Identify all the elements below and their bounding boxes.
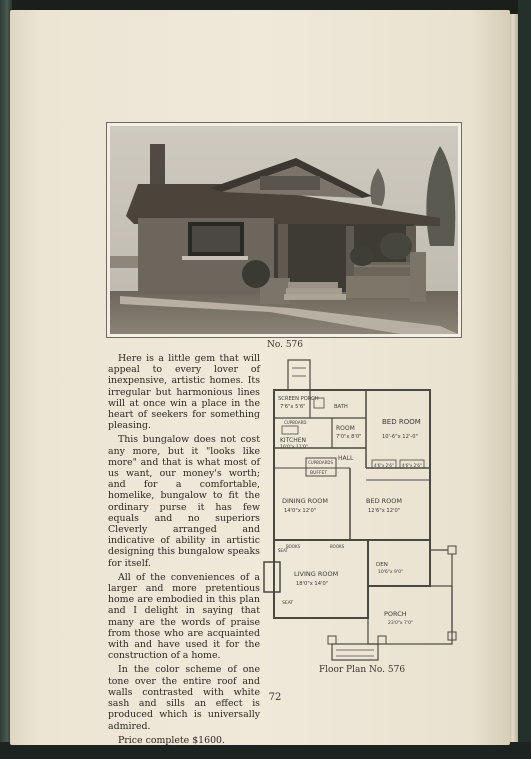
label-books-right: BOOKS <box>330 544 345 549</box>
label-closet-b: 4'6"x 2'6" <box>402 463 422 468</box>
paragraph-3: All of the conveniences of a larger and more pretentious home are embodied in this plan and I delight in saying that many are the words of praise from those who are acquainted with and have used it for the construction of a home. <box>108 571 260 662</box>
house-photo <box>106 122 462 338</box>
label-screen-porch-size: 7'6"x 5'6" <box>280 404 306 410</box>
price-line: Price complete $1600. <box>118 734 225 746</box>
label-porch-size: 23'0"x 7'0" <box>388 621 414 626</box>
bungalow-photo-illustration <box>110 126 458 334</box>
label-den-size: 10'6"x 9'0" <box>378 570 404 575</box>
label-room-size: 7'0"x 8'0" <box>336 434 362 440</box>
label-living-room-size: 18'0"x 14'0" <box>296 581 329 587</box>
label-hall: HALL <box>338 455 354 462</box>
label-dining-room: DINING ROOM <box>282 497 329 505</box>
floor-plan <box>262 358 460 662</box>
label-seat-bottom: SEAT <box>282 601 294 606</box>
label-books-left: BOOKS <box>286 544 301 549</box>
label-bed-room-2: BED ROOM <box>366 497 402 505</box>
label-cupboards: CUPBOARDS <box>308 460 334 465</box>
label-room: ROOM <box>336 425 355 432</box>
label-bed-room-2-size: 12'6"x 12'0" <box>368 508 401 514</box>
label-porch: PORCH <box>384 610 407 618</box>
floor-plan-caption: Floor Plan No. 576 <box>318 665 406 675</box>
page-number: 72 <box>268 692 282 703</box>
paragraph-1: Here is a little gem that will appeal to every lover of inexpensive, artistic homes. Its irregular but harmonious lines will at once win a place in the heart of seekers for something pleasing. <box>108 353 260 432</box>
label-living-room: LIVING ROOM <box>294 570 339 578</box>
label-buffet: BUFFET <box>310 471 328 476</box>
label-den: DEN <box>376 562 388 568</box>
label-closet-a: 4'6"x 2'6" <box>374 463 394 468</box>
paragraph-2: This bungalow does not cost any more, but it "looks like more" and that is what most of us want, our money's worth; and for a comfortable, homelike, bungalow to fit the ordinary purse it has few equals and no superiors Cleverly arranged and indicative of ability in artistic designing this bungalow speaks for itself. <box>108 434 260 569</box>
label-cupboard: CUPBOARD <box>284 420 307 425</box>
label-bed-room-1-size: 10'-6"x 12'-0" <box>382 434 418 440</box>
label-seat-left: SEAT <box>278 548 288 553</box>
label-bed-room-1: BED ROOM <box>382 418 421 426</box>
label-kitchen: KITCHEN <box>280 437 306 444</box>
floor-plan-drawing <box>262 358 460 662</box>
description-column <box>108 353 260 749</box>
paragraph-4: In the color scheme of one tone over the entire roof and walls contrasted with white sash and sills an effect is produced which is universally admired. <box>108 664 260 732</box>
book-cover-right <box>518 0 531 759</box>
label-dining-room-size: 14'0"x 12'0" <box>284 508 317 514</box>
photo-caption: No. 576 <box>266 340 304 350</box>
label-screen-porch: SCREEN PORCH <box>278 396 319 402</box>
label-bath: BATH <box>334 404 348 410</box>
label-kitchen-size: 10'0"x 11'0" <box>280 445 308 450</box>
